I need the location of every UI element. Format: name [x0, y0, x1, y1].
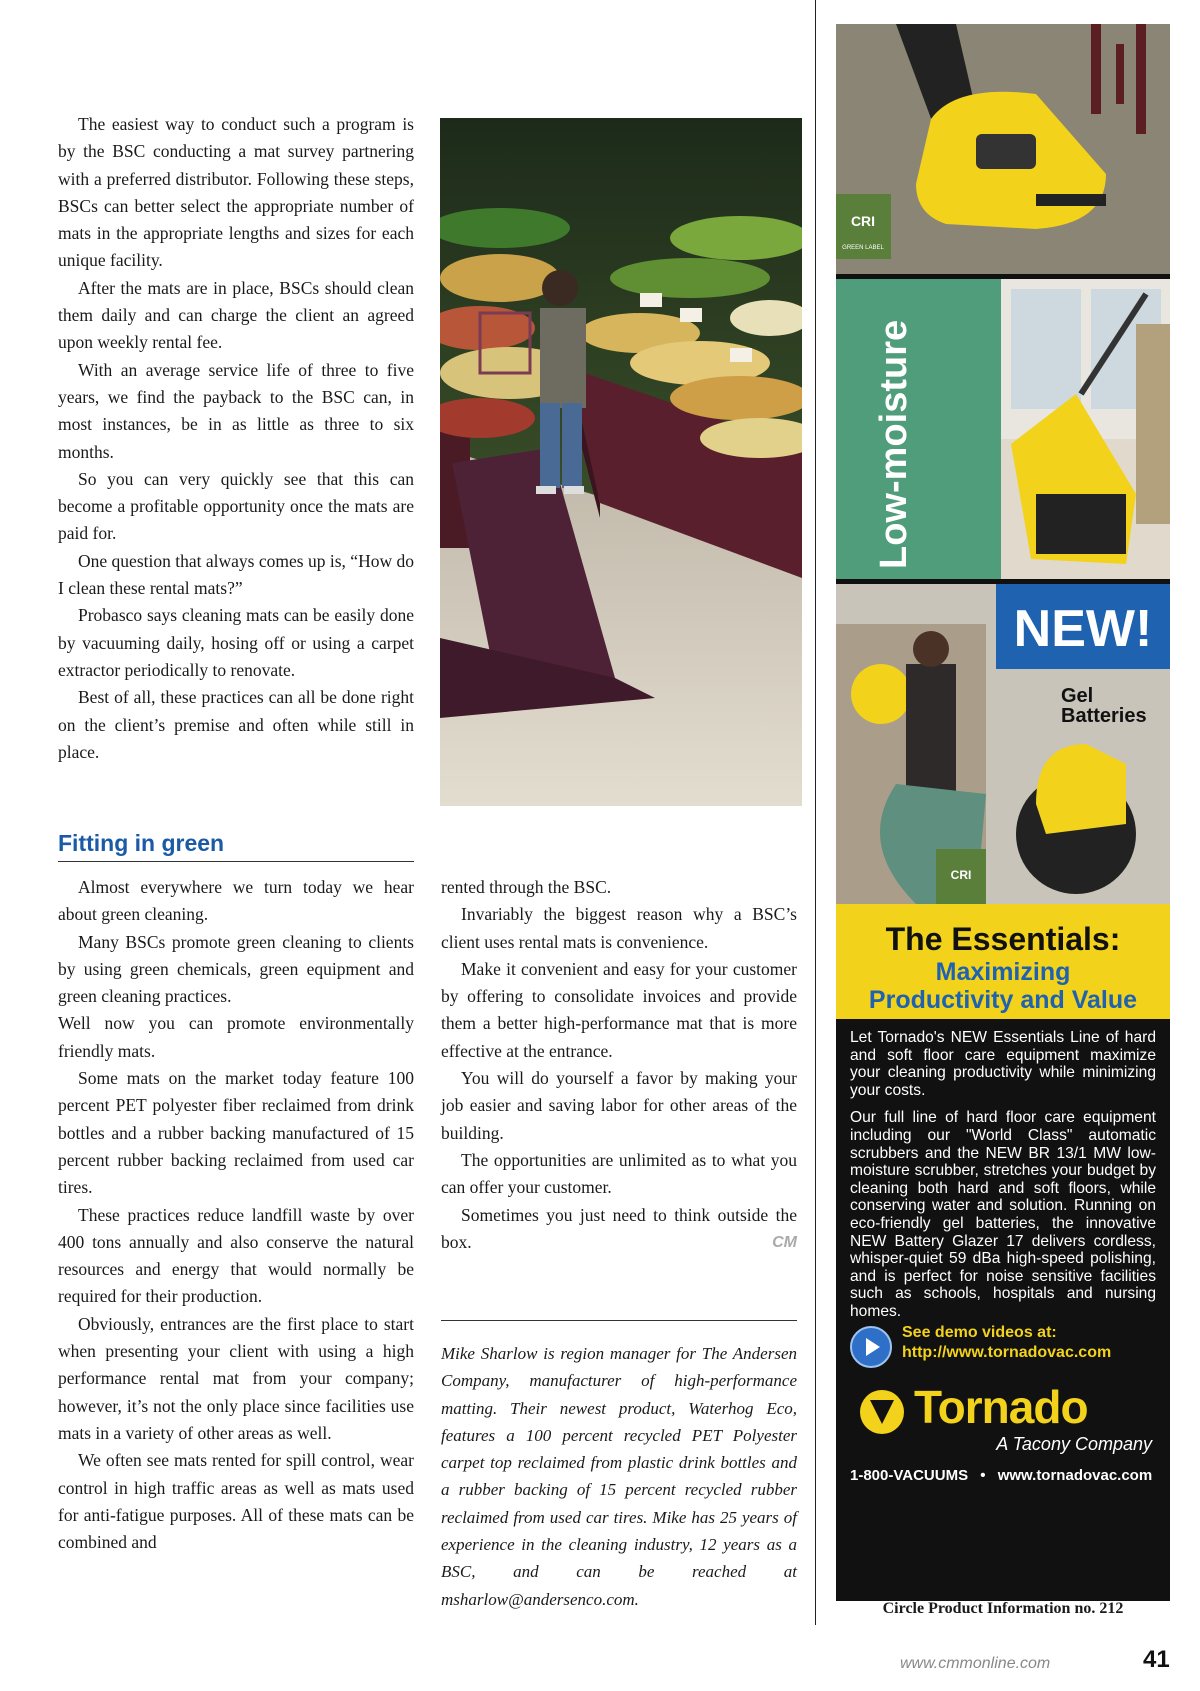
ad-para-2: Our full line of hard floor care equipment including our "World Class" automatic scrubbers and the NEW BR 13/1 MW low-moisture scrubber, stretches your budget by cleaning both hard and soft floors, while conserving water and solution. Running on eco-friendly gel batteries, the innovative NEW Battery Glazer 17 delivers cordless, whisper-quiet 59 dBa high-speed polishing, and is perfect for noise sensitive facilities such as schools, hospitals and nursing homes.	[850, 1109, 1156, 1320]
cri-label: CRI	[850, 213, 876, 229]
contact-line	[850, 1467, 1160, 1484]
paragraph: One question that always comes up is, “How do I clean these rental mats?”	[58, 550, 414, 599]
paragraph: You will do yourself a favor by making your job easier and saving labor for other areas of the building.	[441, 1068, 797, 1143]
cri-sub-label: GREEN LABEL	[842, 245, 884, 251]
new-label: NEW!	[1013, 600, 1153, 658]
article-column-2	[441, 874, 797, 1256]
ad-subheadline-1: Maximizing	[935, 958, 1071, 986]
demo-url[interactable]: http://www.tornadovac.com	[902, 1344, 1112, 1361]
ad-copy	[850, 1029, 1156, 1321]
paragraph: We often see mats rented for spill control, wear control in high traffic areas as well as mats used for anti-fatigue purposes. All of these mats can be combined and	[58, 1450, 414, 1553]
paragraph: Some mats on the market today feature 100 percent PET polyester fiber reclaimed from drink bottles and a rubber backing manufactured of 15 percent rubber backing reclaimed from used car tires.	[58, 1068, 414, 1198]
demo-link[interactable]	[850, 1324, 1160, 1370]
low-moisture-label: Low-moisture	[873, 319, 915, 569]
end-mark: CM	[772, 1233, 797, 1251]
paragraph: The opportunities are unlimited as to what you can offer your customer.	[441, 1149, 797, 1198]
play-icon[interactable]	[850, 1326, 892, 1368]
section-heading: Fitting in green	[58, 830, 414, 862]
paragraph: With an average service life of three to five years, we find the payback to the BSC can, in most instances, be in as little as three to six months.	[58, 359, 414, 462]
paragraph: Many BSCs promote green cleaning to clients by using green chemicals, green equipment and green cleaning practices.	[58, 931, 414, 1007]
page-number: 41	[1143, 1646, 1170, 1673]
footer-url[interactable]: www.cmmonline.com	[900, 1655, 1051, 1672]
paragraph: Well now you can promote environmentally friendly mats.	[58, 1013, 414, 1061]
paragraph-text: Sometimes you just need to think outside the box.	[441, 1204, 797, 1252]
ad-caption: Circle Product Information no. 212	[882, 1600, 1124, 1617]
paragraph: Probasco says cleaning mats can be easily done by vacuuming daily, hosing off or using a carpet extractor periodically to renovate.	[58, 605, 414, 680]
paragraph-last	[441, 1202, 797, 1257]
tornado-icon	[860, 1390, 904, 1434]
column-divider	[815, 0, 816, 1625]
author-bio: Mike Sharlow is region manager for The Andersen Company, manufacturer of high-performance matting. Their newest product, Waterhog Eco, features a 100 percent recycled PET Polyester carpet top reclaimed from plastic drink bottles and a rubber backing of 15 percent recycled rubber reclaimed from used car tires. Mike has 25 years of experience in the cleaning industry, 12 years as a BSC, and can be reached at msharlow@andersenco.com.	[441, 1344, 797, 1609]
ad-para-1: Let Tornado's NEW Essentials Line of hard and soft floor care equipment maximize your cleaning productivity while minimizing your costs.	[850, 1029, 1156, 1099]
cri-label-2: CRI	[950, 868, 972, 882]
separator-dot: •	[980, 1467, 986, 1484]
produce-aisle-photo	[440, 118, 802, 806]
paragraph: Invariably the biggest reason why a BSC’s client uses rental mats is convenience.	[441, 904, 797, 952]
website[interactable]: www.tornadovac.com	[997, 1467, 1153, 1484]
demo-label: See demo videos at:	[902, 1324, 1057, 1341]
tornado-logo	[850, 1381, 1160, 1464]
paragraph: Make it convenient and easy for your customer by offering to consolidate invoices and provide them a better high-performance mat that is more effective at the entrance.	[441, 958, 797, 1061]
brand-name: Tornado	[914, 1381, 1088, 1433]
phone-number: 1-800-VACUUMS	[850, 1467, 969, 1484]
paragraph: Best of all, these practices can all be done right on the client’s premise and often while still in place.	[58, 687, 414, 762]
paragraph: Obviously, entrances are the first place to start when presenting your client with using a high performance rental mat from your company; however, it’s not the only place since facilities use mats in a variety of other areas as well.	[58, 1313, 414, 1443]
article-column-1-lower	[58, 874, 414, 1556]
paragraph: Almost everywhere we turn today we hear about green cleaning.	[58, 877, 414, 925]
paragraph: rented through the BSC.	[441, 877, 612, 897]
ad-headline: The Essentials:	[885, 921, 1121, 957]
brand-tagline: A Tacony Company	[996, 1434, 1152, 1454]
paragraph: These practices reduce landfill waste by over 400 tons annually and also conserve the natural resources and energy that would normally be required for their production.	[58, 1204, 414, 1307]
tornado-advertisement[interactable]	[836, 24, 1170, 1601]
paragraph: After the mats are in place, BSCs should clean them daily and can charge the client an agreed upon weekly rental fee.	[58, 277, 414, 353]
paragraph: So you can very quickly see that this can become a profitable opportunity once the mats are paid for.	[58, 468, 414, 544]
article-column-1	[58, 111, 414, 766]
bio-divider	[441, 1320, 797, 1321]
paragraph: The easiest way to conduct such a program is by the BSC conducting a mat survey partnering with a preferred distributor. Following these steps, BSCs can better select the appropriate number of mats in the appropriate lengths and sizes for each unique facility.	[58, 114, 414, 271]
ad-subheadline-2: Productivity and Value	[868, 986, 1138, 1014]
gel-batteries-label: Gel Batteries	[1061, 685, 1147, 727]
